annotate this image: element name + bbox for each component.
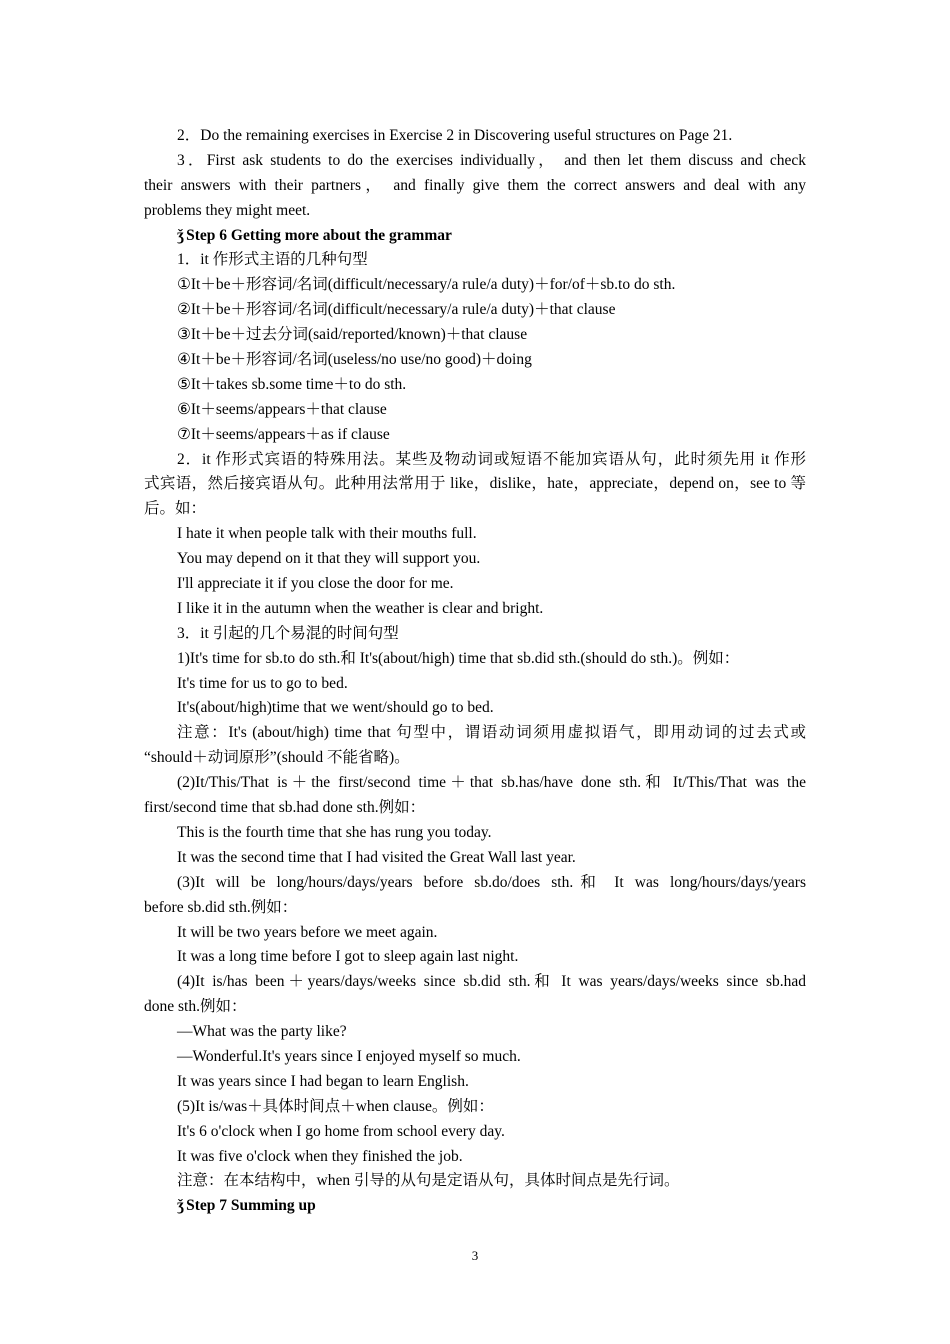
text-line: before sb.did sth.例如： [144, 898, 298, 916]
text-line: problems they might meet. [144, 201, 311, 219]
text-line: (3)It will be long/hours/days/years before sb.do/does sth.和 It was long/hours/days/years [177, 873, 806, 891]
text-line: I hate it when people talk with their mouths full. [177, 525, 477, 543]
text-line: 后。如： [144, 500, 207, 518]
text-line: ⑤It＋takes sb.some time＋to do sth. [177, 375, 407, 393]
text-line: —What was the party like? [177, 1023, 347, 1041]
text-line: 3．First ask students to do the exercises individually， and then let them discuss and check [177, 151, 806, 169]
heading-text: Step 6 Getting more about the grammar [186, 226, 452, 244]
text-line: ③It＋be＋过去分词(said/reported/known)＋that clause [177, 326, 528, 344]
text-line: ④It＋be＋形容词/名词(useless/no use/no good)＋doing [177, 351, 532, 369]
page-number: 3 [471, 1248, 479, 1263]
text-line: “should＋动词原形”(should 不能省略)。 [144, 749, 410, 767]
text-line: 1)It's time for sb.to do sth.和 It's(about/high) time that sb.did sth.(should do sth.)。例如： [177, 649, 740, 667]
text-line: ⑥It＋seems/appears＋that clause [177, 400, 387, 418]
text-line: It was a long time before I got to sleep again last night. [177, 948, 519, 966]
text-line: It was years since I had began to learn English. [177, 1072, 469, 1090]
text-line: their answers with their partners， and finally give them the correct answers and deal with any [144, 176, 806, 194]
text-line: 1．it 作形式主语的几种句型 [177, 251, 368, 269]
text-line: 2．it 作形式宾语的特殊用法。某些及物动词或短语不能加宾语从句，此时须先用 it 作形 [177, 450, 806, 468]
section-heading-step-7 [144, 1194, 806, 1219]
text-line: (5)It is/was＋具体时间点＋when clause。例如： [177, 1097, 494, 1115]
text-line: (4)It is/has been＋years/days/weeks since sb.did sth.和 It was years/days/weeks since sb.had [177, 973, 806, 991]
heading-text: Step 7 Summing up [186, 1197, 316, 1215]
text-line: It will be two years before we meet again. [177, 923, 438, 941]
text-line: (2)It/This/That is＋the first/second time＋that sb.has/have done sth.和 It/This/That was the [177, 774, 806, 792]
text-line: You may depend on it that they will support you. [177, 550, 481, 568]
text-line: 2．Do the remaining exercises in Exercise 2 in Discovering useful structures on Page 21. [177, 127, 733, 144]
text-line: It's 6 o'clock when I go home from school every day. [177, 1122, 505, 1140]
text-line: done sth.例如： [144, 998, 247, 1016]
section-marker-icon: ǯ [177, 1197, 185, 1215]
text-line: It's(about/high)time that we went/should go to bed. [177, 699, 494, 717]
section-marker-icon: ǯ [177, 226, 185, 244]
text-line: 注意：在本结构中，when 引导的从句是定语从句，具体时间点是先行词。 [177, 1172, 680, 1190]
section-heading-step-6 [144, 224, 806, 249]
document-body [144, 124, 806, 1219]
text-line: first/second time that sb.had done sth.例如： [144, 799, 426, 817]
text-line: —Wonderful.It's years since I enjoyed myself so much. [177, 1047, 521, 1065]
text-line: It's time for us to go to bed. [177, 674, 348, 692]
text-line: I'll appreciate it if you close the door for me. [177, 575, 454, 593]
text-line: It was five o'clock when they finished the job. [177, 1147, 463, 1165]
text-line: ①It＋be＋形容词/名词(difficult/necessary/a rule/a duty)＋for/of＋sb.to do sth. [177, 276, 676, 294]
text-line: 3．it 引起的几个易混的时间句型 [177, 624, 399, 642]
text-line: This is the fourth time that she has rung you today. [177, 823, 492, 841]
text-line: I like it in the autumn when the weather is clear and bright. [177, 599, 544, 617]
text-line: 注意：It's (about/high) time that 句型中，谓语动词须用虚拟语气，即用动词的过去式或 [177, 724, 806, 742]
text-line: 式宾语，然后接宾语从句。此种用法常用于 like，dislike，hate，appreciate，depend on，see to 等 [144, 475, 806, 493]
text-line: ②It＋be＋形容词/名词(difficult/necessary/a rule/a duty)＋that clause [177, 301, 616, 319]
text-line: ⑦It＋seems/appears＋as if clause [177, 425, 390, 443]
text-line: It was the second time that I had visited the Great Wall last year. [177, 848, 576, 866]
